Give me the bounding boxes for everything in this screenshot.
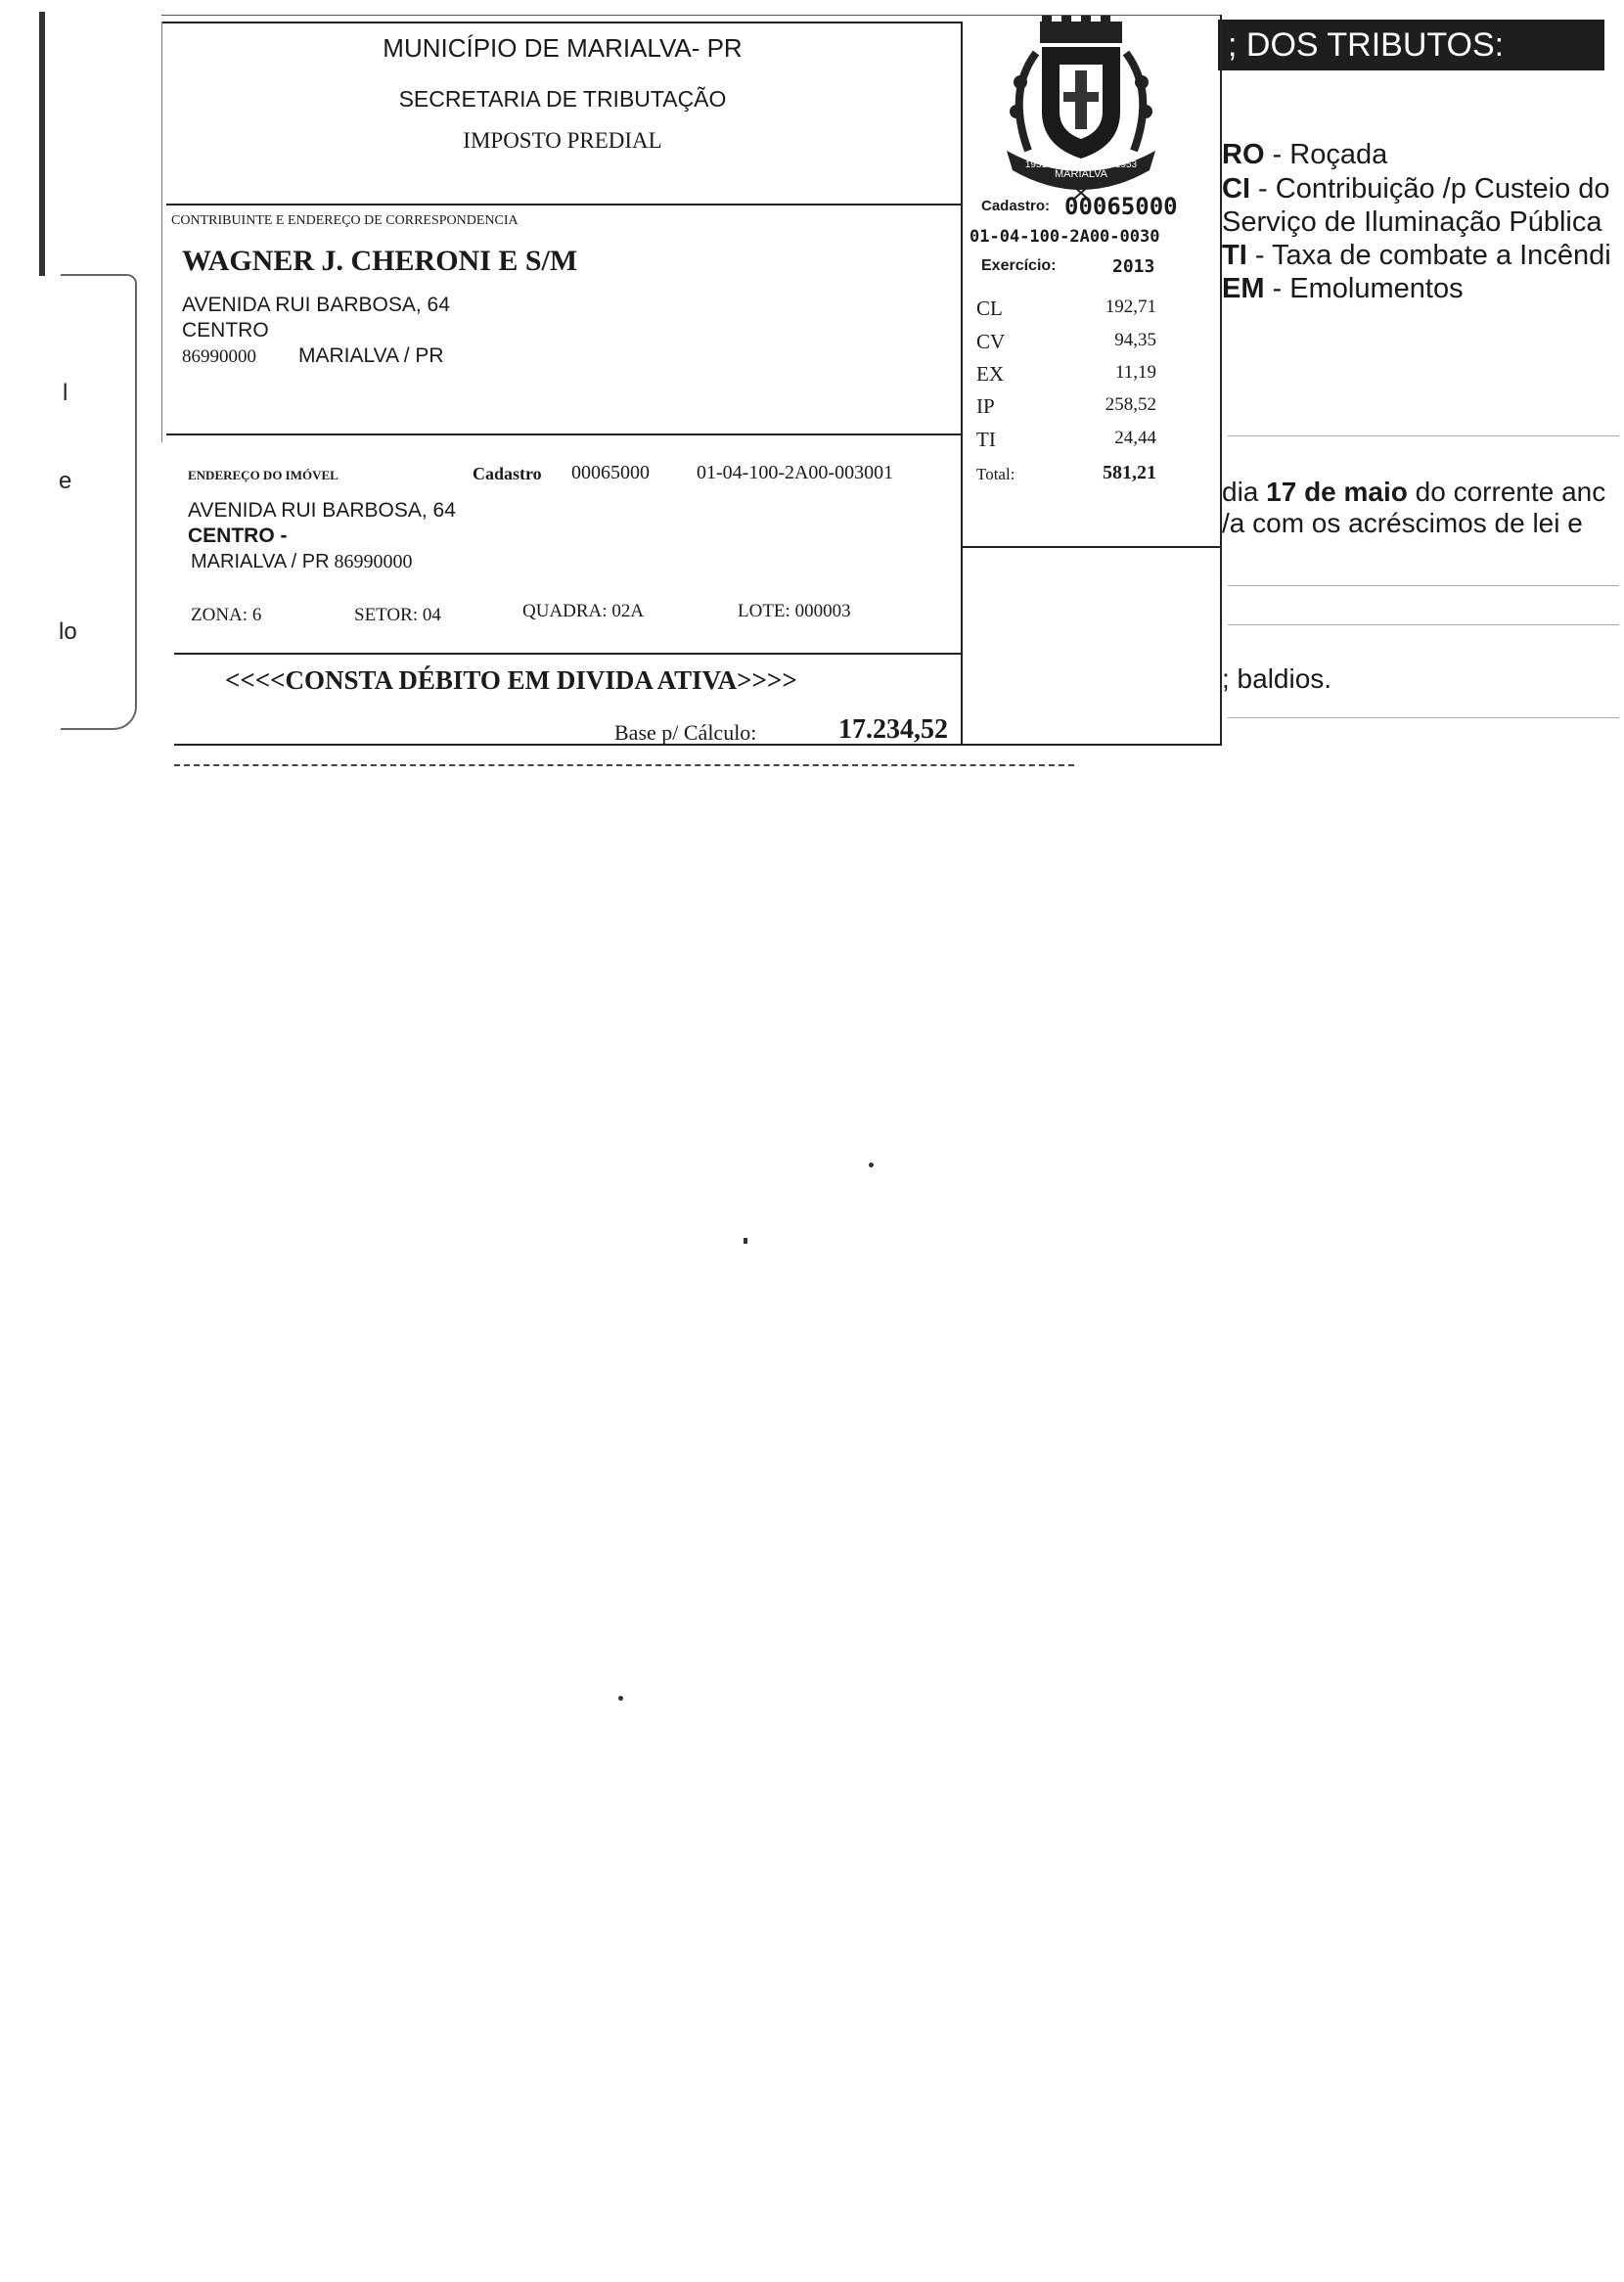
left-page-fragment bbox=[0, 0, 147, 744]
tributo-value: 94,35 bbox=[1114, 330, 1156, 350]
imovel-inscricao: 01-04-100-2A00-003001 bbox=[697, 462, 894, 483]
divider bbox=[1228, 717, 1619, 718]
slip-right-border bbox=[1220, 15, 1222, 746]
tributos-legend-header: ; DOS TRIBUTOS: bbox=[1218, 20, 1604, 70]
crest-city: MARIALVA bbox=[1055, 168, 1107, 180]
municipal-crest bbox=[993, 14, 1169, 200]
municipio-title: MUNICÍPIO DE MARIALVA- PR bbox=[383, 33, 743, 63]
base-calculo-label: Base p/ Cálculo: bbox=[614, 720, 757, 745]
legend-line: CI - Contribuição /p Custeio do bbox=[1222, 173, 1610, 205]
due-date-text-2: /a com os acréscimos de lei e bbox=[1222, 508, 1583, 538]
crest-icon bbox=[993, 14, 1169, 200]
contribuinte-cidade: MARIALVA / PR bbox=[298, 344, 444, 367]
left-fragment-char: e bbox=[59, 468, 72, 494]
divida-ativa-notice: <<<<CONSTA DÉBITO EM DIVIDA ATIVA>>>> bbox=[225, 665, 797, 695]
imovel-street: AVENIDA RUI BARBOSA, 64 bbox=[188, 499, 456, 522]
due-date-text: dia 17 de maio do corrente anc bbox=[1222, 477, 1606, 507]
total-label: Total: bbox=[976, 465, 1015, 483]
imovel-divider bbox=[174, 653, 961, 655]
left-fragment-char: lo bbox=[59, 618, 77, 645]
left-page-edge bbox=[39, 12, 45, 276]
tributos-cadastro: 00065000 bbox=[1064, 193, 1178, 220]
divider bbox=[1228, 624, 1619, 625]
baldios-text: ; baldios. bbox=[1222, 663, 1332, 694]
imovel-label: ENDEREÇO DO IMÓVEL bbox=[188, 468, 338, 482]
left-page-curve bbox=[61, 274, 137, 730]
slip-left-border bbox=[161, 22, 162, 442]
imovel-bairro: CENTRO - bbox=[188, 525, 288, 547]
total-value: 581,21 bbox=[1103, 462, 1156, 483]
contribuinte-name: WAGNER J. CHERONI E S/M bbox=[182, 245, 578, 277]
right-page-fragment bbox=[1218, 0, 1624, 744]
imposto-title: IMPOSTO PREDIAL bbox=[463, 128, 662, 153]
exercicio-value: 2013 bbox=[1112, 256, 1155, 277]
secretaria-title: SECRETARIA DE TRIBUTAÇÃO bbox=[398, 86, 727, 112]
imovel-cadastro: 00065000 bbox=[571, 462, 650, 483]
slip-top-border-main bbox=[161, 22, 962, 23]
tributos-inscricao: 01-04-100-2A00-0030 bbox=[970, 227, 1160, 247]
crest-year-left: 1951 bbox=[1024, 160, 1048, 170]
tributos-cadastro-label: Cadastro: bbox=[981, 198, 1051, 214]
slip-mid-divider bbox=[961, 22, 963, 744]
left-fragment-char: l bbox=[63, 380, 68, 406]
tributo-value: 24,44 bbox=[1114, 428, 1156, 448]
tributo-code: TI bbox=[976, 428, 996, 451]
contribuinte-street: AVENIDA RUI BARBOSA, 64 bbox=[182, 294, 450, 316]
zona-field: ZONA: 6 bbox=[191, 605, 262, 625]
exercicio-label: Exercício: bbox=[981, 257, 1057, 274]
divider bbox=[1228, 435, 1619, 436]
legend-line: RO - Roçada bbox=[1222, 139, 1388, 170]
imovel-cidade-line: MARIALVA / PR 86990000 bbox=[191, 551, 413, 572]
imovel-cadastro-label: Cadastro bbox=[473, 464, 542, 483]
divider bbox=[1228, 585, 1619, 586]
contribuinte-divider bbox=[166, 434, 961, 435]
tributo-value: 192,71 bbox=[1105, 297, 1156, 317]
scan-speck bbox=[618, 1696, 623, 1701]
legend-line: TI - Taxa de combate a Incêndi bbox=[1222, 240, 1611, 271]
tributo-code: CV bbox=[976, 330, 1006, 353]
quadra-field: QUADRA: 02A bbox=[522, 601, 645, 621]
contribuinte-bairro: CENTRO bbox=[182, 319, 269, 342]
base-calculo-value: 17.234,52 bbox=[838, 714, 948, 745]
tributo-code: IP bbox=[976, 394, 995, 418]
tributo-code: CL bbox=[976, 297, 1003, 320]
legend-line: EM - Emolumentos bbox=[1222, 273, 1464, 304]
scan-speck bbox=[869, 1163, 874, 1167]
setor-field: SETOR: 04 bbox=[354, 605, 441, 625]
table-bottom-border bbox=[961, 546, 1220, 548]
lote-field: LOTE: 000003 bbox=[738, 601, 851, 621]
legend-line: Serviço de Iluminação Pública bbox=[1222, 206, 1602, 238]
tributo-value: 11,19 bbox=[1114, 362, 1156, 383]
tributo-value: 258,52 bbox=[1105, 394, 1156, 415]
scan-speck bbox=[744, 1238, 747, 1244]
header-divider bbox=[166, 204, 961, 205]
contribuinte-cep: 86990000 bbox=[182, 346, 256, 367]
crest-year-right: 1953 bbox=[1114, 160, 1138, 170]
tributo-code: EX bbox=[976, 362, 1004, 386]
cut-line bbox=[174, 764, 1074, 766]
contribuinte-label: CONTRIBUINTE E ENDEREÇO DE CORRESPONDENCIA bbox=[171, 213, 519, 228]
